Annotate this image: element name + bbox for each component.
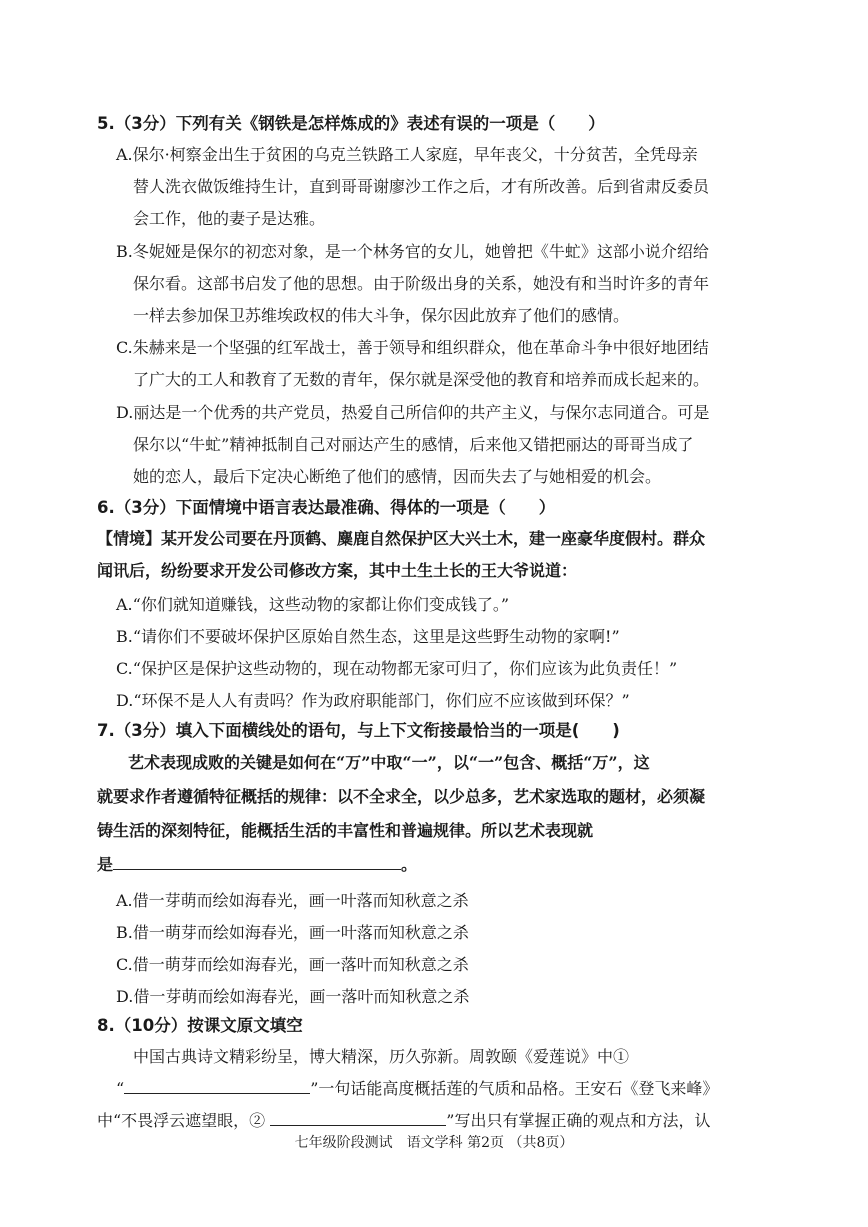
q5-option-b-line2: 保尔看。这部书启发了他的思想。由于阶级出身的关系，她没有和当时许多的青年 [133, 274, 710, 293]
q8-line3-pre: 中“不畏浮云遮望眼，② [97, 1111, 266, 1130]
q6-title: 6.（3分）下面情境中语言表达最准确、得体的一项是（ ） [97, 498, 556, 517]
q8-line2 [116, 1076, 718, 1099]
q7-option-d: D.借一芽萌而绘如海春光，画一落叶而知秋意之杀 [116, 987, 470, 1006]
q7-passage-line1: 艺术表现成败的关键是如何在“万”中取“一”，以“一”包含、概括“万”，这 [128, 753, 650, 772]
q8-line3-post: ”写出只有掌握正确的观点和方法，认 [446, 1111, 711, 1130]
q7-passage-line3: 铸生活的深刻特征，能概括生活的丰富性和普遍规律。所以艺术表现就 [97, 821, 594, 840]
q7-answer-blank [113, 855, 401, 870]
q5-option-b-line1: B.冬妮娅是保尔的初恋对象，是一个林务官的女儿，她曾把《牛虻》这部小说介绍给 [116, 242, 709, 261]
q5-option-d-line2: 保尔以“牛虻”精神抵制自己对丽达产生的感情，后来他又错把丽达的哥哥当成了 [133, 435, 694, 454]
page-footer: 七年级阶段测试 语文学科 第2页 （共8页） [294, 1135, 574, 1151]
q5-option-b-line3: 一样去参加保卫苏维埃政权的伟大斗争，保尔因此放弃了他们的感情。 [133, 306, 630, 325]
q7-blank-suffix: 。 [401, 855, 418, 874]
q7-option-b: B.借一萌芽而绘如海春光，画一叶落而知秋意之杀 [116, 923, 469, 942]
q6-context-line1: 【情境】某开发公司要在丹顶鹤、麋鹿自然保护区大兴土木，建一座豪华度假村。群众 [97, 529, 706, 548]
q5-option-a-line3: 会工作，他的妻子是达雅。 [133, 209, 326, 228]
q8-line1: 中国古典诗文精彩纷呈，博大精深，历久弥新。周敦颐《爱莲说》中① [133, 1047, 630, 1066]
q8-blank-1 [124, 1079, 310, 1094]
q8-open-quote: “ [116, 1079, 125, 1098]
q8-blank-2 [270, 1111, 446, 1126]
q6-option-b: B.“请你们不要破坏保护区原始自然生态，这里是这些野生动物的家啊!” [116, 627, 620, 646]
q8-line3 [97, 1108, 710, 1131]
q5-option-d-line1: D.丽达是一个优秀的共产党员，热爱自己所信仰的共产主义，与保尔志同道合。可是 [116, 403, 710, 422]
q7-passage-line2: 就要求作者遵循特征概括的规律：以不全求全，以少总多，艺术家选取的题材，必须凝 [97, 787, 706, 806]
q5-option-d-line3: 她的恋人，最后下定决心断绝了他们的感情，因而失去了与她相爱的机会。 [133, 467, 662, 486]
q6-context-line2: 闻讯后，纷纷要求开发公司修改方案，其中土生土长的王大爷说道： [97, 561, 578, 580]
q6-option-d: D.“环保不是人人有责吗？作为政府职能部门，你们应不应该做到环保？” [116, 691, 630, 710]
q8-title: 8.（10分）按课文原文填空 [97, 1016, 303, 1035]
q5-option-a-line1: A.保尔·柯察金出生于贫困的乌克兰铁路工人家庭，早年丧父，十分贫苦，全凭母亲 [116, 145, 698, 164]
q5-option-c-line2: 了广大的工人和教育了无数的青年，保尔就是深受他的教育和培养而成长起来的。 [133, 370, 710, 389]
q7-blank-prefix: 是 [97, 855, 114, 874]
q7-option-c: C.借一萌芽而绘如海春光，画一落叶而知秋意之杀 [116, 955, 469, 974]
q7-option-a: A.借一芽萌而绘如海春光，画一叶落而知秋意之杀 [116, 891, 469, 910]
q6-option-a: A.“你们就知道赚钱，这些动物的家都让你们变成钱了。” [116, 595, 510, 614]
q5-title: 5.（3分）下列有关《钢铁是怎样炼成的》表述有误的一项是（ ） [97, 114, 605, 133]
q7-title: 7.（3分）填入下面横线处的语句，与上下文衔接最恰当的一项是( ) [97, 721, 620, 740]
q5-option-c-line1: C.朱赫来是一个坚强的红军战士，善于领导和组织群众，他在革命斗争中很好地团结 [116, 338, 709, 357]
q5-option-a-line2: 替人洗衣做饭维持生计，直到哥哥谢廖沙工作之后，才有所改善。后到省肃反委员 [133, 177, 710, 196]
q8-line2-text: ”一句话能高度概括莲的气质和品格。王安石《登飞来峰》 [310, 1079, 719, 1098]
q6-option-c: C.“保护区是保护这些动物的，现在动物都无家可归了，你们应该为此负责任！” [116, 659, 678, 678]
q7-blank-line [97, 852, 417, 875]
